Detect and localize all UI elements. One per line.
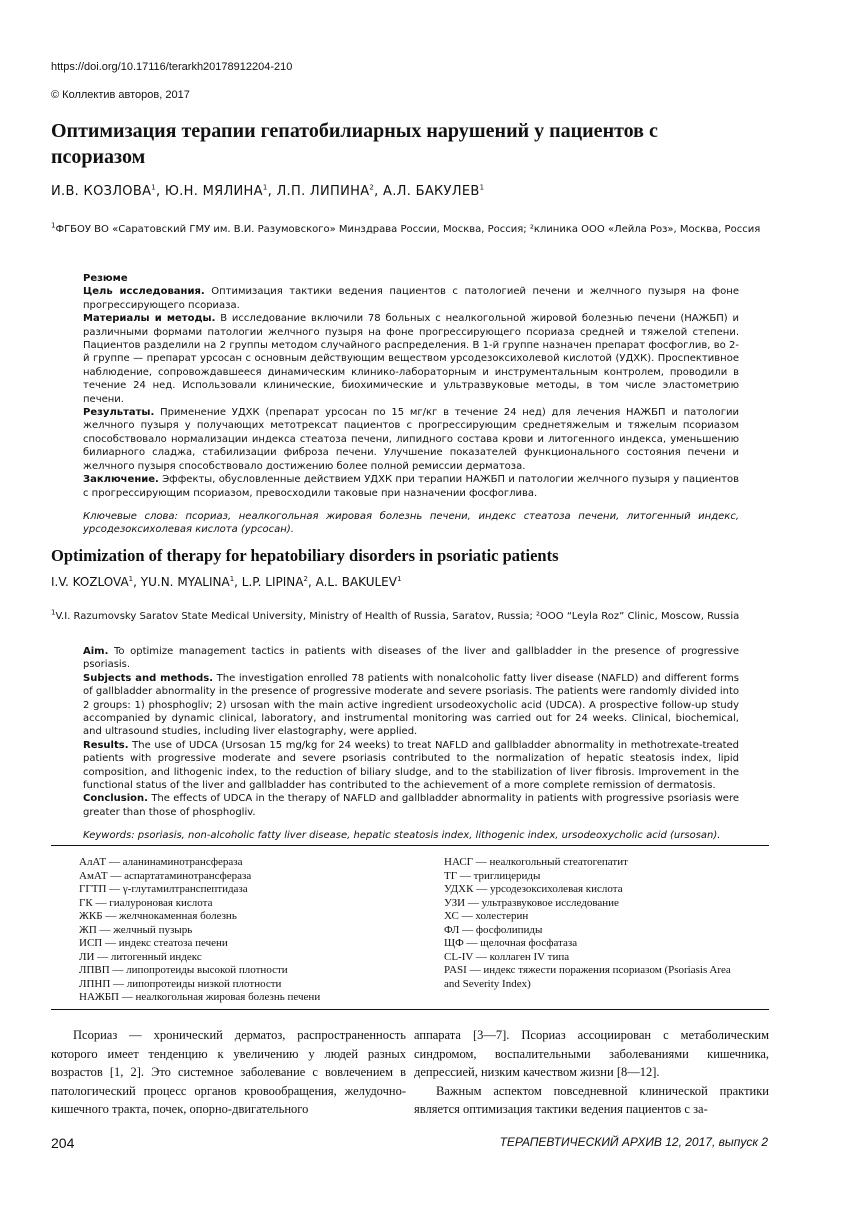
author-name: Л.П. ЛИПИНА [276,184,370,199]
abbreviations-left [79,856,320,1005]
abbreviation-item: ТГ — триглицериды [444,869,541,882]
title-en: Optimization of therapy for hepatobiliary disorders in psoriatic patients [51,546,559,565]
abstract-en: Aim. To optimize management tactics in patients with diseases of the liver and gallbladder in the presence of progressive psoriasis. Subjects and methods. The investigation enrolled 78 patients with nonalcoholic fatty liver disease (NAFLD) and different forms of gallbladder abnormality in the presence of progressive moderate and severe psoriasis. The patients were randomly divided into 2 groups: 1) phosphogliv; 2) ursosan with the main active ingredient ursodeoxycholic acid (UDCA). A prospective follow-up study accompanied by dynamic clinical, laboratory, and instrumental monitoring was carried out for 24 weeks. Clinical, biochemical, and ultrasound studies, including liver elastography, were applied. Results. The use of UDCA (Ursosan 15 mg/kg for 24 weeks) to treat NAFLD and gallbladder abnormality in methotrexate-treated patients with progressive moderate and severe psoriasis contributed to the normalization of hepatic steatosis index, lipid composition, and lithogenic index, to the reduction of biliary sludge, and to the stabilization of liver fibrosis. Improvement in the functional status of the liver and gallbladder has contributed to the achievement of a more complete remission of dermatosis. Conclusion. The effects of UDCA in the therapy of NAFLD and gallbladder abnormality in patients with progressive psoriasis were greater than those of phosphogliv. Keywords: psoriasis, non-alcoholic fatty liver disease, hepatic steatosis index, lithogenic index, ursodeoxycholic acid (ursosan). [83,646,739,842]
abbreviation-item: ЛПВП — липопротеиды высокой плотности [79,964,288,976]
author-name: A.L. BAKULEV [315,575,397,589]
author-affiliation-mark: 1 [396,575,402,583]
author-name: И.В. КОЗЛОВА [51,184,152,199]
copyright: © Коллектив авторов, 2017 [51,89,190,101]
abbreviation-item: ЖП — желчный пузырь [79,923,193,936]
abbreviations-right [444,856,731,991]
abbreviation-item: ЩФ — щелочная фосфатаза [444,937,578,949]
body-column-left: Псориаз — хронический дерматоз, распространенность которого имеет тенденцию к увеличению у людей разных возрастов [1, 2]. Это системное заболевание с вовлечением в патологический процесс органов кровообращения, желудочно-кишечного тракта, почек, опорно-двигательного [51,1028,406,1116]
journal-footer: ТЕРАПЕВТИЧЕСКИЙ АРХИВ 12, 2017, выпуск 2 [499,1135,768,1149]
abbreviation-item: АмАТ — аспартатаминотрансфераза [79,869,252,882]
abbreviation-item: ГК — гиалуроновая кислота [79,896,213,909]
authors-en: I.V. KOZLOVA$^1$, YU.N. MYALINA$^1$, L.P. LIPINA$^2$, A.L. BAKULEV$^1$ [51,575,402,589]
affiliation-en: $^1$V.I. Razumovsky Saratov State Medical University, Ministry of Health of Russia, Saratov, Russia; ²OOO “Leyla Roz” Clinic, Moscow, Russia [51,608,740,622]
author-name: I.V. KOZLOVA [51,575,129,589]
abbreviation-item: НАСГ — неалкогольный стеатогепатит [444,856,628,868]
author-affiliation-mark: 2 [369,183,375,192]
affiliation-ru: $^1$ФГБОУ ВО «Саратовский ГМУ им. В.И. Разумовского» Минздрава России, Москва, Россия; ²клиника ООО «Лейла Роз», Москва, Россия [51,221,761,235]
abbreviation-item: ФЛ — фосфолипиды [444,923,543,936]
page-number: 204 [51,1135,75,1151]
abbreviation-item: ЛИ — литогенный индекс [79,950,202,963]
abbreviation-item: PASI — индекс тяжести поражения псориазом (Psoriasis Area [444,964,731,976]
author-affiliation-mark: 1 [229,575,235,583]
author-affiliation-mark: 2 [303,575,308,583]
author-name: YU.N. MYALINA [140,575,230,589]
keywords-ru: Ключевые слова: псориаз, неалкогольная жировая болезнь печени, индекс стеатоза печени, литогенный индекс, урсодезоксихолевая кислота (урсосан). [83,510,739,536]
abstract-ru: Резюме Цель исследования. Оптимизация тактики ведения пациентов с патологией печени и желчного пузыря на фоне прогрессирующего псориаза. Материалы и методы. В исследование включили 78 больных с неалкогольной жировой болезнью печени (НАЖБП) и различными формами патологии желчного пузыря на фоне прогрессирующего псориаза средней и тяжелой степени. Пациентов разделили на 2 группы методом случайного распределения. В 1-й группе назначен препарат фосфоглив, во 2-й группе — препарат урсосан с основным действующим веществом урсодезоксихолевой кислотой (УДХК). Проспективное наблюдение, сопровождавшееся динамическим клинико-лабораторным и инструментальным контролем, проводили в течение 24 нед. Использовали клинические, биохимические и ультразвуковые методы, в том числе эластометрию печени. Результаты. Применение УДХК (препарат урсосан по 15 мг/кг в течение 24 нед) для лечения НАЖБП и патологии желчного пузыря у получающих метотрексат пациентов с прогрессирующим среднетяжелым и тяжелым псориазом способствовало нормализации индекса стеатоза печени, липидного состава крови и литогенного индекса, уменьшению билиарного сладжа, стабилизации фиброза печени. Улучшение показателей функционального состояния печени и желчного пузыря способствовало достижению более полной ремиссии дерматоза. Заключение. Эффекты, обусловленные действием УДХК при терапии НАЖБП и патологии желчного пузыря у пациентов с прогрессирующим псориазом, превосходили таковые при назначении фосфоглива. Ключевые слова: псориаз, неалкогольная жировая болезнь печени, индекс стеатоза печени, литогенный индекс, урсодезоксихолевая кислота (урсосан). [83,273,739,536]
author-affiliation-mark: 1 [262,183,268,192]
abbreviation-item: ЛПНП — липопротеиды низкой плотности [79,977,282,990]
abbreviation-item: НАЖБП — неалкогольная жировая болезнь печени [79,991,321,1003]
abbreviation-item: УДХК — урсодезоксихолевая кислота [444,883,623,895]
abbreviation-item: АлАТ — аланинаминотрансфераза [79,856,243,868]
author-affiliation-mark: 1 [128,575,134,583]
author-name: L.P. LIPINA [241,575,304,589]
abstract-heading: Резюме [83,273,128,284]
keywords-en: Keywords: psoriasis, non-alcoholic fatty liver disease, hepatic steatosis index, lithogenic index, ursodeoxycholic acid (ursosan). [83,830,721,842]
abbreviation-item: CL-IV — коллаген IV типа [444,950,570,963]
abbreviations-box [51,845,769,1010]
abbreviation-item: and Severity Index) [444,977,531,990]
doi-link[interactable]: https://doi.org/10.17116/terarkh20178912204-210 [51,61,293,73]
author-name: Ю.Н. МЯЛИНА [164,184,263,199]
abbreviation-item: ИСП — индекс стеатоза печени [79,937,228,949]
title-ru: Оптимизация терапии гепатобилиарных нарушений у пациентов с псориазом [51,120,658,168]
author-affiliation-mark: 1 [479,183,485,192]
abbreviation-item: ЖКБ — желчнокаменная болезнь [79,910,237,922]
abbreviation-item: УЗИ — ультразвуковое исследование [444,896,619,909]
abbreviation-item: ХС — холестерин [444,910,529,922]
author-name: А.Л. БАКУЛЕВ [383,184,480,199]
author-affiliation-mark: 1 [151,183,157,192]
authors-ru: И.В. КОЗЛОВА$^1$, Ю.Н. МЯЛИНА$^1$, Л.П. ЛИПИНА$^2$, А.Л. БАКУЛЕВ$^1$ [51,183,485,199]
body-column-right: аппарата [3—7]. Псориаз ассоциирован с метаболическим синдромом, воспалительными заболеваниями кишечника, депрессией, низким качеством жизни [8—12]. Важным аспектом повседневной клинической практики является оптимизация тактики ведения пациентов с за- [414,1028,769,1116]
abbreviation-item: ГГТП — γ-глутамилтранспептидаза [79,883,248,895]
